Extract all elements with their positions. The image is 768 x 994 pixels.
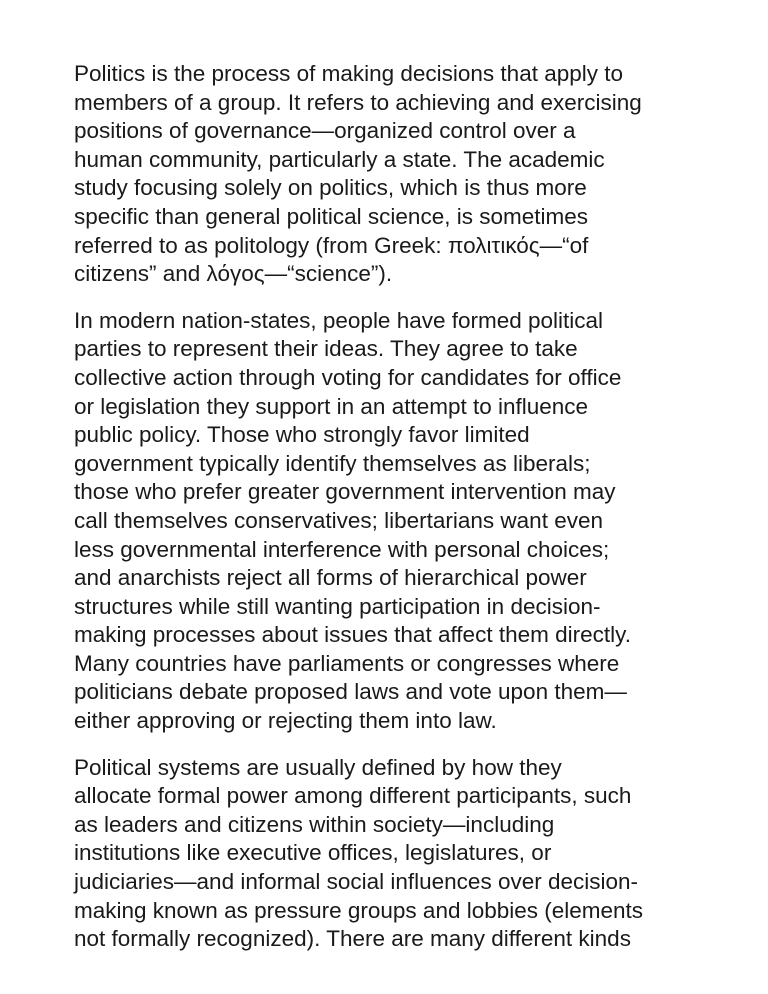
text-line: public policy. Those who strongly favor limited (74, 422, 530, 448)
text-line: those who prefer greater government intervention may (74, 479, 616, 505)
text-line: structures while still wanting participation in decision- (74, 593, 601, 619)
text-line: not formally recognized). There are many different kinds (74, 926, 631, 952)
paragraph-2 (74, 307, 684, 736)
text-line: Politics is the process of making decisions that apply to (74, 61, 624, 86)
paragraph-1 (74, 60, 684, 289)
text-line: study focusing solely on politics, which is thus more (74, 175, 587, 201)
text-line: In modern nation-states, people have formed political (74, 307, 604, 333)
text-line: institutions like executive offices, legislatures, or (74, 840, 552, 866)
text-line: specific than general political science, is sometimes (74, 203, 588, 229)
text-line: as leaders and citizens within society—including (74, 811, 555, 837)
text-line: or legislation they support in an attempt to influence (74, 393, 589, 419)
text-line: referred to as politology (from Greek: πολιτικός—“of (74, 232, 589, 258)
text-line: less governmental interference with personal choices; (74, 536, 610, 562)
text-line: making processes about issues that affect them directly. (74, 622, 631, 648)
text-line: and anarchists reject all forms of hierarchical power (74, 565, 587, 591)
text-line: human community, particularly a state. The academic (74, 146, 605, 172)
text-line: call themselves conservatives; libertarians want even (74, 507, 603, 533)
document-body (74, 60, 684, 972)
text-line: judiciaries—and informal social influences over decision- (74, 869, 639, 895)
text-line: citizens” and λόγος—“science”). (74, 261, 393, 287)
text-line: politicians debate proposed laws and vote upon them— (74, 679, 627, 705)
paragraph-3 (74, 754, 684, 954)
text-line: Political systems are usually defined by how they (74, 754, 562, 780)
text-line: members of a group. It refers to achieving and exercising (74, 89, 642, 115)
text-line: collective action through voting for candidates for office (74, 364, 622, 390)
text-line: allocate formal power among different participants, such (74, 783, 632, 809)
text-line: making known as pressure groups and lobbies (elements (74, 897, 644, 923)
text-line: Many countries have parliaments or congresses where (74, 650, 620, 676)
text-line: parties to represent their ideas. They agree to take (74, 336, 578, 362)
text-line: either approving or rejecting them into law. (74, 708, 497, 734)
text-line: government typically identify themselves as liberals; (74, 450, 591, 476)
text-line: positions of governance—organized control over a (74, 118, 576, 144)
